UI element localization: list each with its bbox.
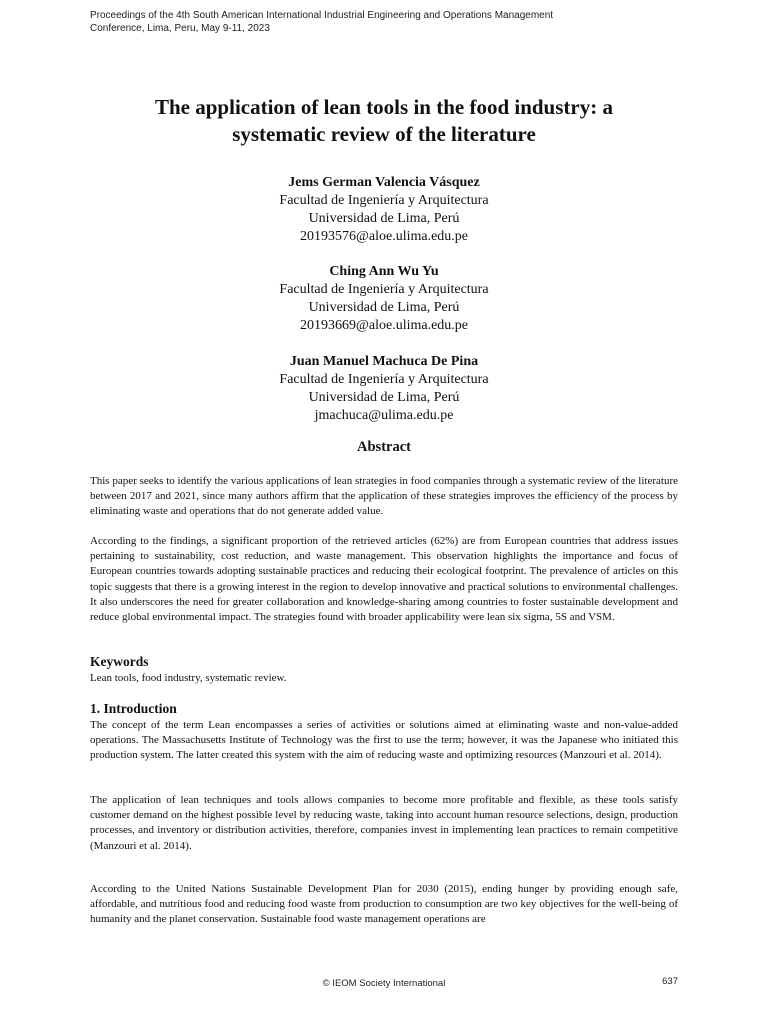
author-name: Juan Manuel Machuca De Pina [289, 354, 479, 369]
author-email: 20193669@aloe.ulima.edu.pe [299, 318, 469, 333]
paper-title [84, 94, 684, 148]
proceedings-header [90, 9, 710, 35]
header-line-2: Conference, Lima, Peru, May 9-11, 2023 [90, 23, 270, 34]
introduction-paragraph-1: The concept of the term Lean encompasses a series of activities or solutions aimed at eliminating waste and non-value-added operations. The Massachusetts Institute of Technology was the first to use the term; however, it was the Japanese who initiated this production system. The latter created this system with the aim of reducing waste and optimizing resources (Manzouri et al. 2014). [90, 719, 678, 762]
footer-copyright: © IEOM Society International [322, 978, 446, 989]
title-line-2: systematic review of the literature [232, 122, 536, 146]
author-university: Universidad de Lima, Perú [308, 390, 460, 405]
author-faculty: Facultad de Ingeniería y Arquitectura [279, 282, 489, 297]
author-faculty: Facultad de Ingeniería y Arquitectura [279, 193, 489, 208]
introduction-paragraph-3: According to the United Nations Sustainable Development Plan for 2030 (2015), ending hunger by providing enough safe, affordable, and nutritious food and reducing food waste from production to consumption are two key objectives for the well-being of humanity and the planet conservation. Sustainable food waste management operations are [90, 883, 678, 926]
abstract-paragraph-2: According to the findings, a significant proportion of the retrieved articles (62%) are from European countries that address issues pertaining to sustainability, cost reduction, and waste management. This observation highlights the importance and focus of European countries towards adopting sustainable practices and reducing their ecological footprint. The prevalence of articles on this topic suggests that there is a growing interest in the region to develop innovative and practical solutions to environmental challenges. It also underscores the need for greater collaboration and knowledge-sharing among countries to foster sustainable development and reduce global environmental impact. The strategies found with broader applicability were lean six sigma, 5S and VSM. [90, 535, 678, 624]
author-block [184, 174, 584, 246]
author-name: Ching Ann Wu Yu [329, 264, 439, 279]
header-line-1: Proceedings of the 4th South American International Industrial Engineering and Operations Management [90, 10, 554, 21]
abstract-paragraph-1: This paper seeks to identify the various applications of lean strategies in food companies through a systematic review of the literature between 2017 and 2021, since many authors affirm that the application of these strategies improves the efficiency of the process by eliminating waste and operations that do not generate added value. [90, 475, 678, 518]
page-number: 637 [662, 976, 678, 987]
author-email: 20193576@aloe.ulima.edu.pe [299, 229, 469, 244]
author-university: Universidad de Lima, Perú [308, 211, 460, 226]
author-name: Jems German Valencia Vásquez [288, 175, 480, 190]
author-faculty: Facultad de Ingeniería y Arquitectura [279, 372, 489, 387]
author-email: jmachuca@ulima.edu.pe [314, 408, 454, 423]
abstract-heading: Abstract [357, 439, 411, 455]
keywords-heading: Keywords [90, 654, 149, 669]
introduction-paragraph-2: The application of lean techniques and tools allows companies to become more profitable and flexible, as these tools satisfy customer demand on the highest possible level by reducing waste, taking into account human resource selections, design, production processes, and inventory or distribution activities, therefore, companies invest in implementing lean practices to remain competitive (Manzouri et al. 2014). [90, 794, 678, 852]
title-line-1: The application of lean tools in the food industry: a [155, 95, 613, 119]
author-university: Universidad de Lima, Perú [308, 300, 460, 315]
author-block [184, 353, 584, 425]
author-block [184, 263, 584, 335]
keywords-text: Lean tools, food industry, systematic review. [90, 672, 287, 684]
introduction-heading: 1. Introduction [90, 701, 177, 716]
